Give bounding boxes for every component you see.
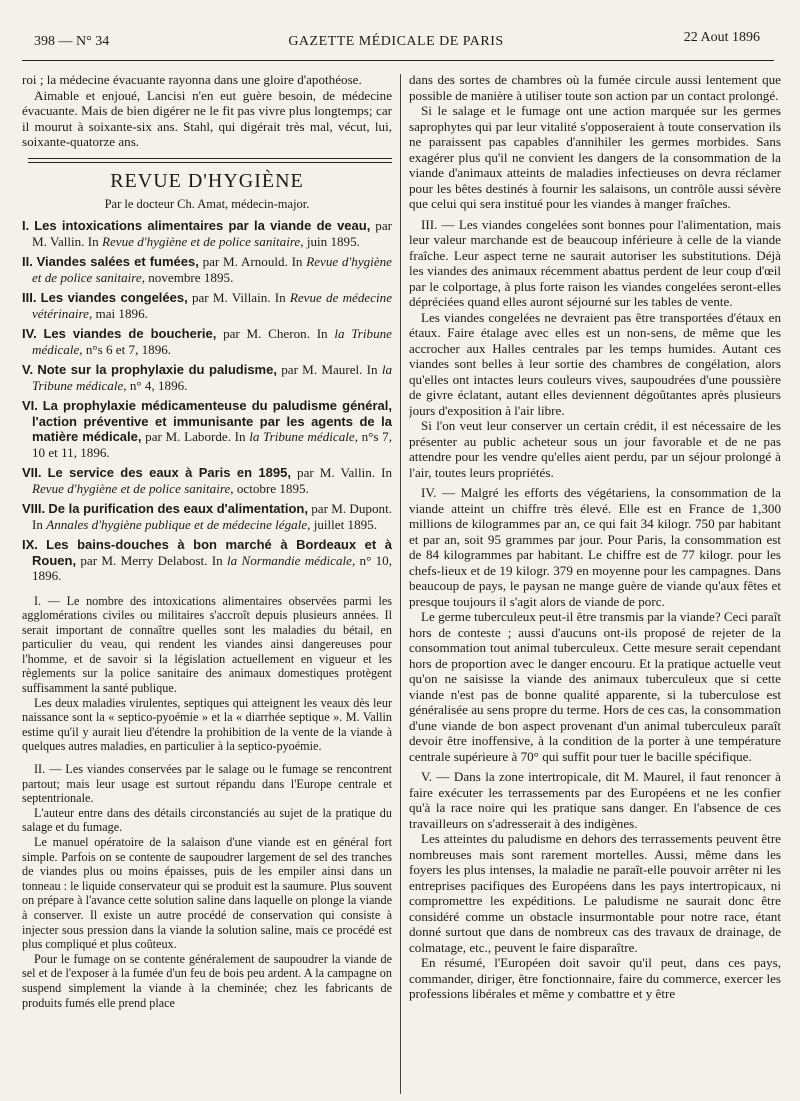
paragraph: Aimable et enjoué, Lancisi n'en eut guère besoin, de médecine évacuante. Mais de bien digérer ne le fit pas vivre plus longtemps; car il mourut à soixante-six ans. Stahl, qui digérait très mal, vécut, lui, soixante-quatorze ans. (22, 87, 392, 149)
section-v (409, 769, 781, 1002)
paragraph: II. — Les viandes conservées par le salage ou le fumage se rencontrent partout; mais leur usage est surtout répandu dans l'Europe centrale et septentrionale. (22, 762, 392, 806)
paragraph: Les atteintes du paludisme en dehors des terrassements peuvent être nombreuses mais sont rarement mortelles. Aussi, même dans les foyers les plus intenses, la maladie ne paraît-elle pouvoir arrêter ni les entreprises pacifiques des Européens dans les pays intertropicaux, ni compromettre les expéditions. Le paludisme ne saurait donc être considéré comme un obstacle insurmontable pour notre race, étant donné surtout que dans de nombreux cas des travaux de drainage, de colmatage, etc., peuvent le faire disparaître. (409, 831, 781, 955)
review-toc (22, 218, 392, 584)
toc-entry: VIII. De la purification des eaux d'alimentation, par M. Dupont. In Annales d'hygiène publique et de médecine légale, juillet 1895. (22, 501, 392, 532)
paragraph: I. — Le nombre des intoxications alimentaires observées parmi les agglomérations civiles ou militaires s'accroît depuis plusieurs années. Il serait important de connaître quelles sont les maladies du bétail, en particulier du veau, qui rendent les viandes ainsi dangereuses pour l'homme, et de savoir si la législation actuellement en vigueur et les règlements sur la police sanitaire des animaux domestiques protègent suffisamment la santé publique. (22, 593, 392, 696)
paragraph: L'auteur entre dans des détails circonstanciés au sujet de la pratique du salage et du fumage. (22, 805, 392, 835)
right-column (409, 72, 781, 1093)
page-number: 398 — N° 34 (34, 34, 110, 49)
issue-date: 22 Aout 1896 (683, 30, 760, 45)
toc-entry: VII. Le service des eaux à Paris en 1895, par M. Vallin. In Revue d'hygiène et de police sanitaire, octobre 1895. (22, 465, 392, 496)
toc-entry: II. Viandes salées et fumées, par M. Arnould. In Revue d'hygiène et de police sanitaire, novembre 1895. (22, 254, 392, 285)
paragraph: III. — Les viandes congelées sont bonnes pour l'alimentation, mais leur valeur marchande est de beaucoup inférieure à celle de la viande fraîche. Leur aspect terne ne saurait autoriser les substitutions. Déjà les viandes des animaux récemment abattus perdent de leur coup d'œil par le colportage, à plus forte raison les viandes congelées seront-elles dépréciées quand elles auront séjourné sur les tables de vente. (409, 216, 781, 309)
review-title: REVUE D'HYGIÈNE (110, 169, 304, 192)
paragraph: roi ; la médecine évacuante rayonna dans une gloire d'apothéose. (22, 72, 362, 87)
toc-entry: IX. Les bains-douches à bon marché à Bordeaux et à Rouen, par M. Merry Delabost. In la Normandie médicale, n° 10, 1896. (22, 537, 392, 583)
section-ii (22, 762, 392, 1010)
toc-entry: IV. Les viandes de boucherie, par M. Cheron. In la Tribune médicale, n°s 6 et 7, 1896. (22, 326, 392, 357)
section-rule (28, 158, 392, 163)
column-divider (400, 74, 401, 1094)
page-header (20, 30, 772, 52)
toc-entry: VI. La prophylaxie médicamenteuse du paludisme général, l'action préventive et immunisante par les agents de la matière médicale, par M. Laborde. In la Tribune médicale, n°s 7, 10 et 11, 1896. (22, 398, 392, 460)
paragraph: Le manuel opératoire de la salaison d'une viande est en général fort simple. Parfois on se contente de saupoudrer largement de sel des tranches de viandes plus ou moins épaisses, puis de les empiler ainsi dans un tonneau : le liquide conservateur qui se produit est la saumure. Plus souvent on prépare à l'avance cette solution saline dans laquelle on plonge la viande à conserver. Il existe un autre procédé de conservation qui consiste à injecter sous pression dans la viande la solution saline, mais ce procédé est plus compliqué et plus coûteux. (22, 835, 392, 952)
section-iv (409, 485, 781, 764)
paragraph: Si l'on veut leur conserver un certain crédit, il est nécessaire de les présenter au public acheteur sous un jour favorable et de ne pas attendre pour les vendre qu'elles aient perdu, par un séjour prolongé à l'air, toutes leurs propriétés. (409, 418, 781, 480)
review-author: Par le docteur Ch. Amat, médecin-major. (104, 196, 310, 211)
toc-entry: I. Les intoxications alimentaires par la viande de veau, par M. Vallin. In Revue d'hygiène et de police sanitaire, juin 1895. (22, 218, 392, 249)
toc-entry: III. Les viandes congelées, par M. Villain. In Revue de médecine vétérinaire, mai 1896. (22, 290, 392, 321)
header-rule (22, 60, 774, 61)
paragraph: Les deux maladies virulentes, septiques qui atteignent les veaux dès leur naissance sont la « septico-pyoémie » et la « diarrhée septique ». M. Vallin estime qu'il y aurait lieu d'étendre la prohibition de la vente de la viande à quelques autres maladies, en particulier à la septico-pyoémie. (22, 695, 392, 754)
paragraph: Si le salage et le fumage ont une action marquée sur les germes saprophytes qui par leur vitalité s'opposeraient à toute conservation ils ne paraissent pas capables d'annihiler les germes morbides. Sans exagérer plus qu'il ne convient les dangers de la consommation de la viande d'animaux atteints de maladies infectieuses on devra réclamer pour les bêtes destinés à fournir les salaisons, un contrôle aussi sévère que celui qui sera institué pour les viandes à manger fraîches. (409, 103, 781, 211)
paragraph: Pour le fumage on se contente généralement de saupoudrer la viande de sel et de l'exposer à la fumée d'un feu de bois peu ardent. A la campagne on suspend simplement la viande à la cheminée; chez les fabricants de produits fumés elle prend place (22, 951, 392, 1010)
paragraph: Les viandes congelées ne devraient pas être transportées d'étaux en étaux. Faire étalage avec elles est un non-sens, de même que les accrocher aux Halles centrales par les temps humides. Autant ces viandes sont belles à leur sortie des chambres de congélation, alors qu'elles ont intactes leurs couleurs vives, saupoudrées d'une poussière de givre éclatant, autant elles deviennent dégoûtantes après plusieurs jours d'exposition à l'air libre. (409, 309, 781, 418)
toc-entry: V. Note sur la prophylaxie du paludisme, par M. Maurel. In la Tribune médicale, n° 4, 1896. (22, 362, 392, 393)
paragraph: En résumé, l'Européen doit savoir qu'il peut, dans ces pays, commander, diriger, être fonctionnaire, faire du commerce, exercer les professions libérales et même y combattre et y être (409, 955, 781, 1001)
paragraph: IV. — Malgré les efforts des végétariens, la consommation de la viande atteint un chiffre très élevé. Elle est en France de 1,300 millions de kilogrammes par an, ce qui fait 34 kilogr. 750 par habitant et par an, soit 95 grammes par jour. Pour Paris, la consommation est de 84 kilogrammes par habitant. Le chiffre est de 77 kilogr. pour les chefs-lieux et de 19 kilogr. 379 en moyenne pour les campagnes. Dans beaucoup de pays, le paysan ne mange guère de viande qu'aux fêtes et presque toujours il s'agit alors de viande de porc. (409, 485, 781, 609)
journal-title: GAZETTE MÉDICALE DE PARIS (288, 34, 504, 49)
section-iii (409, 217, 781, 481)
paragraph: dans des sortes de chambres où la fumée circule aussi lentement que possible de manière à utiliser toute son action par un contact prolongé. (409, 72, 781, 103)
section-i (22, 594, 392, 755)
paragraph: V. — Dans la zone intertropicale, dit M. Maurel, il faut renoncer à faire exécuter les terrassements par des Européens et ne les confier qu'à la race noire qui les pratique sans danger. En l'absence de ces travailleurs on s'adresserait à des indigènes. (409, 769, 781, 831)
left-column (22, 72, 392, 1093)
paragraph: Le germe tuberculeux peut-il être transmis par la viande? Ceci paraît hors de conteste ; aussi d'aucuns ont-ils proposé de rejeter de la consommation tout animal tuberculeux. Cette mesure serait cependant hors de proportion avec le danger encouru. Et la pratique actuelle veut qu'on ne saisisse la viande des animaux tuberculeux que si cette viande n'est pas de bonne qualité apparente, si la tuberculose est généralisée au sens propre du terme. Hors de ces cas, la consommation d'une viande de bon aspect provenant d'un animal tuberculeux paraît devoir être inoffensive, à la condition de la porter à une température centrale supérieure à 70° qui suffit pour tuer le bacille spécifique. (409, 609, 781, 764)
